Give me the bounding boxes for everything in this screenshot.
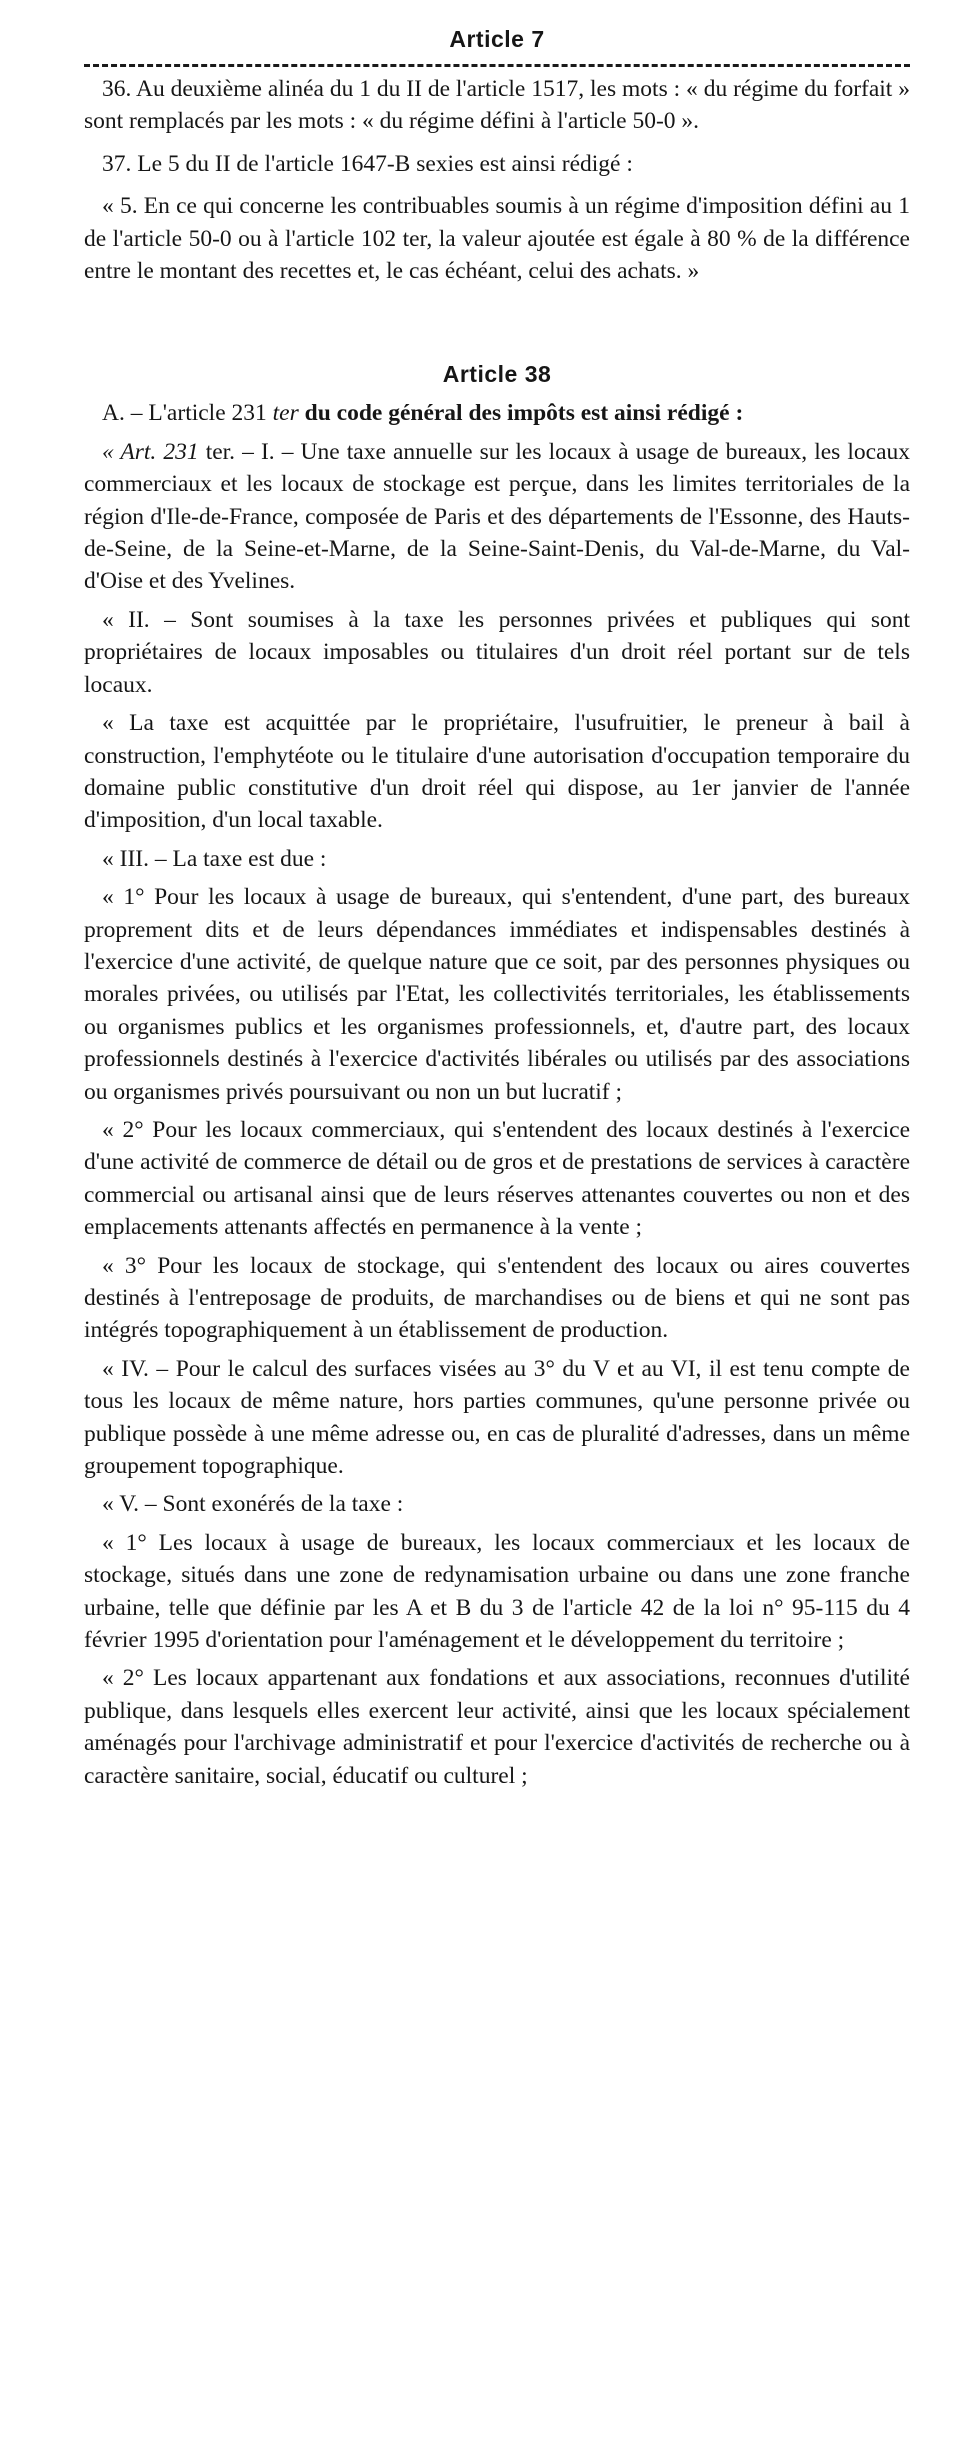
article-38-paragraph-10: « 1° Les locaux à usage de bureaux, les locaux commerciaux et les locaux de stockage, situés dans une zone de redynamisation urbaine ou dans une zone franche urbaine, telle que définie par les A et B du 3 de l'article 42 de la loi n° 95-115 du 4 février 1995 d'orientation pour l'aménagement et le développement du territoire ; — [84, 1529, 910, 1654]
article-38-paragraph-7: « 3° Pour les locaux de stockage, qui s'entendent des locaux ou aires couvertes destinés à l'entreposage de produits, de marchandises ou de biens et qui ne sont pas intégrés topographiquement à un établissement de production. — [84, 1252, 910, 1344]
art-label: « Art. 231 — [102, 438, 199, 465]
article-38-paragraph-5: « 1° Pour les locaux à usage de bureaux, qui s'entendent, d'une part, des bureaux proprement dits et de leurs dépendances immédiates et indispensables destinés à l'exercice d'une activité, de quelque nature que ce soit, par des personnes physiques ou morales privées, ou utilisés par l'Etat, les collectivités territoriales, les établissements ou organismes publics et les organismes professionnels, et, d'autre part, des locaux professionnels destinés à l'exercice d'activités libérales ou utilisés par des associations ou organismes privés poursuivant ou non un but lucratif ; — [84, 884, 910, 1105]
article-38-intro — [84, 397, 910, 429]
article-7-paragraph-37: 37. Le 5 du II de l'article 1647-B sexies est ainsi rédigé : — [102, 150, 633, 177]
article-7-paragraph-36: 36. Au deuxième alinéa du 1 du II de l'article 1517, les mots : « du régime du forfait » sont remplacés par les mots : « du régime défini à l'article 50-0 ». — [84, 76, 910, 135]
article-38-paragraph-2: « II. – Sont soumises à la taxe les personnes privées et publiques qui sont propriétaires de locaux imposables ou titulaires d'un droit réel portant sur de tels locaux. — [84, 606, 910, 698]
article-38-paragraph-8: « IV. – Pour le calcul des surfaces visées au 3° du V et au VI, il est tenu compte de tous les locaux de même nature, hors parties communes, qu'une personne privée ou publique possède à une même adresse ou, en cas de pluralité d'adresses, dans un même groupement topographique. — [84, 1355, 910, 1480]
article-7-title: Article 7 — [449, 26, 545, 52]
intro-part-b: du code général des impôts est ainsi rédigé : — [304, 400, 744, 427]
article-38-paragraph-1 — [84, 436, 910, 598]
art-ter: ter. — [205, 438, 236, 465]
intro-part-a: A. – L'article 231 — [102, 400, 267, 427]
article-38-paragraph-3: « La taxe est acquittée par le propriétaire, l'usufruitier, le preneur à bail à construction, l'emphytéote ou le titulaire d'une autorisation d'occupation temporaire du domaine public constitutive d'un droit réel qui dispose, au 1er janvier de l'année d'imposition, d'un local taxable. — [84, 710, 910, 834]
article-38-body — [84, 397, 910, 1792]
article-7-paragraph-37-text: « 5. En ce qui concerne les contribuables soumis à un régime d'imposition défini au 1 de l'article 50-0 ou à l'article 102 ter, la valeur ajoutée est égale à 80 % de la différence entre le montant des recettes et, le cas échéant, celui des achats. » — [84, 193, 910, 285]
art-paragraph-1-text: – I. – Une taxe annuelle sur les locaux à usage de bureaux, les locaux commerciaux et les locaux de stockage est perçue, dans les limites territoriales de la région d'Ile-de-France, composée de Paris et des départements de l'Essonne, des Hauts-de-Seine, de la Seine-et-Marne, de la Seine-Saint-Denis, du Val-de-Marne, du Val-d'Oise et des Yvelines. — [84, 438, 911, 595]
document-page — [84, 22, 910, 1798]
article-38-paragraph-11: « 2° Les locaux appartenant aux fondations et aux associations, reconnues d'utilité publique, dans lesquels elles exercent leur activité, ainsi que les locaux spécialement aménagés pour l'archivage administratif et pour l'exercice d'activités de recherche ou à caractère sanitaire, social, éducatif ou culturel ; — [84, 1665, 910, 1789]
intro-ter: ter — [272, 400, 299, 427]
article-38-paragraph-6: « 2° Pour les locaux commerciaux, qui s'entendent des locaux destinés à l'exercice d'une activité de commerce de détail ou de gros et de prestations de services à caractère commercial ou artisanal ainsi que de leurs réserves attenantes couvertes ou non et des emplacements attenants affectés en permanence à la vente ; — [84, 1116, 910, 1241]
article-38-paragraph-4: « III. – La taxe est due : — [102, 845, 327, 872]
article-38-title: Article 38 — [442, 361, 552, 388]
article-38-paragraph-9: « V. – Sont exonérés de la taxe : — [102, 1491, 404, 1518]
dashed-separator — [84, 64, 910, 67]
